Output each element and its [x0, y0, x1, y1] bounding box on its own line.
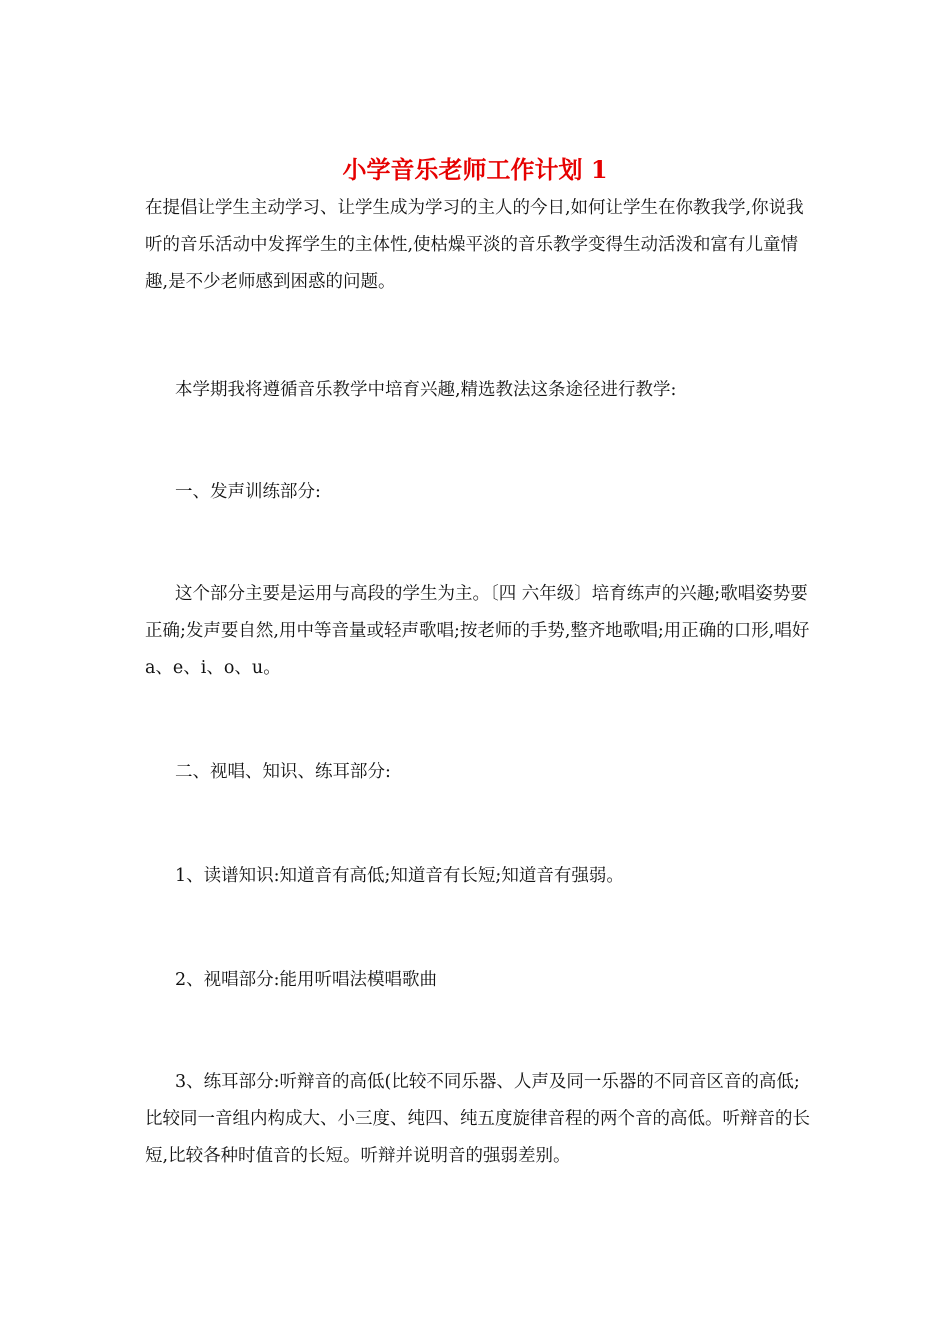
section-heading-vocal-training: 一、发声训练部分: — [175, 482, 321, 502]
section-heading-sight-singing: 二、视唱、知识、练耳部分: — [175, 762, 391, 782]
list-item-notation-knowledge: 1、读谱知识:知道音有高低;知道音有长短;知道音有强弱。 — [175, 866, 624, 886]
list-item-ear-training: 3、练耳部分:听辩音的高低(比较不同乐器、人声及同一乐器的不同音区音的高低;比较同一音组内构成大、小三度、纯四、纯五度旋律音程的两个音的高低。听辩音的长短,比较各种时值音的长短。听辩并说明音的强弱差别。 — [145, 1072, 810, 1166]
intro-paragraph: 在提倡让学生主动学习、让学生成为学习的主人的今日,如何让学生在你教我学,你说我听的音乐活动中发挥学生的主体性,使枯燥平淡的音乐教学变得生动活泼和富有儿童情趣,是不少老师感到困惑的问题。 — [145, 198, 804, 292]
vocal-training-paragraph: 这个部分主要是运用与高段的学生为主。〔四 六年级〕培育练声的兴趣;歌唱姿势要正确;发声要自然,用中等音量或轻声歌唱;按老师的手势,整齐地歌唱;用正确的口形,唱好 a、e、i、o、u。 — [145, 584, 810, 678]
page-title: 小学音乐老师工作计划 1 — [342, 155, 608, 184]
plan-paragraph: 本学期我将遵循音乐教学中培育兴趣,精选教法这条途径进行教学: — [175, 380, 677, 400]
list-item-sight-singing: 2、视唱部分:能用听唱法模唱歌曲 — [175, 970, 438, 990]
